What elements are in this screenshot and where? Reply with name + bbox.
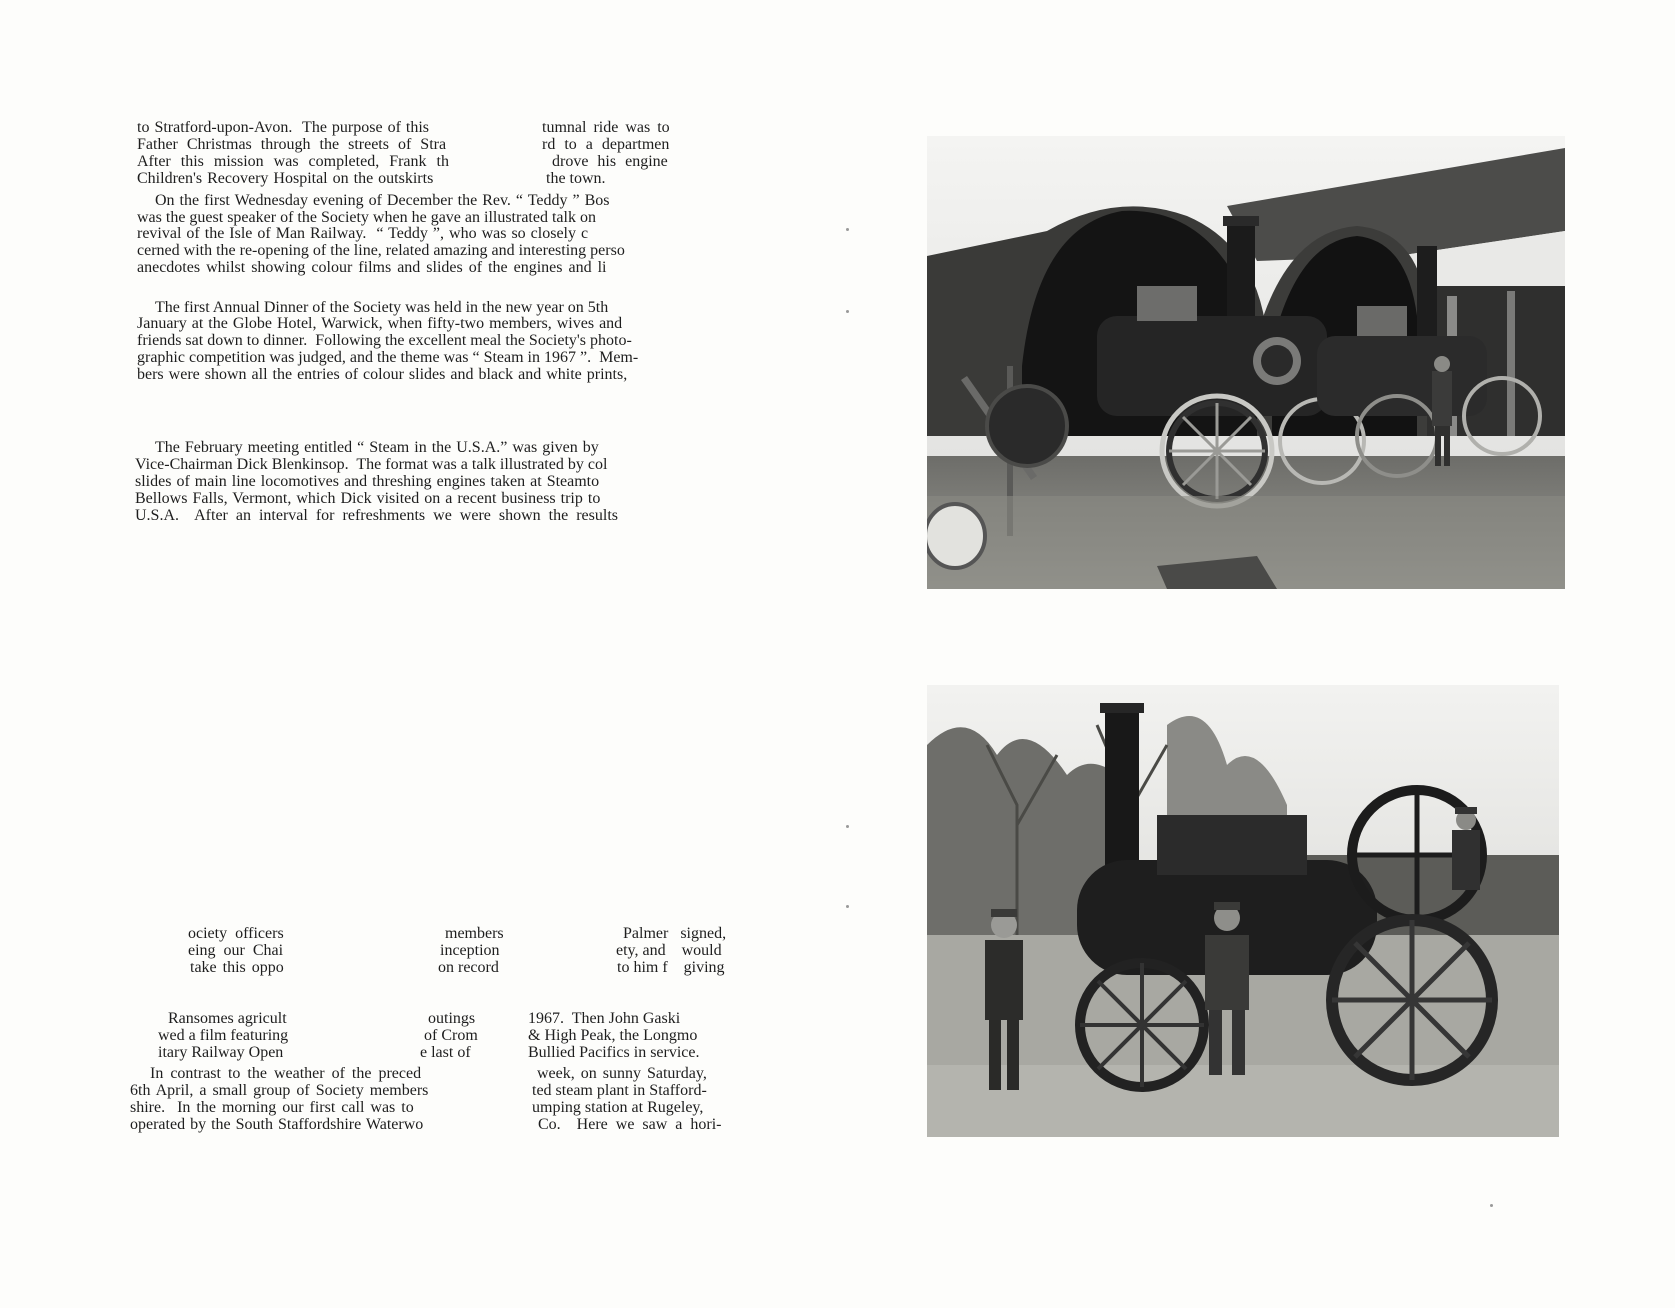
photo-engines-shed <box>927 136 1565 589</box>
text-line: cerned with the re-opening of the line, related amazing and interesting perso <box>137 242 625 259</box>
text-line: Father Christmas through the streets of Stra <box>137 136 447 153</box>
text-line: rd to a departmen <box>542 136 670 153</box>
text-line: Palmer signed, <box>623 925 727 942</box>
text-line: Bellows Falls, Vermont, which Dick visited on a recent business trip to <box>135 490 601 507</box>
text-line: graphic competition was judged, and the theme was “ Steam in 1967 ”. Mem- <box>137 349 639 366</box>
text-line: eing our Chai <box>188 942 284 959</box>
text-line: shire. In the morning our first call was to <box>130 1099 414 1116</box>
text-line: January at the Globe Hotel, Warwick, when fifty-two members, wives and <box>137 315 623 332</box>
text-line: After this mission was completed, Frank th <box>137 153 449 170</box>
text-line: to Stratford-upon-Avon. The purpose of this <box>137 119 430 136</box>
text-line: Vice-Chairman Dick Blenkinsop. The format was a talk illustrated by col <box>135 456 608 473</box>
text-line: 1967. Then John Gaski <box>528 1010 681 1027</box>
text-line: 6th April, a small group of Society members <box>130 1082 429 1099</box>
text-line: friends sat down to dinner. Following the excellent meal the Society's photo- <box>137 332 632 349</box>
text-line: tumnal ride was to <box>542 119 670 136</box>
text-line: e last of <box>420 1044 471 1061</box>
text-line: anecdotes whilst showing colour films and slides of the engines and li <box>137 259 607 276</box>
text-line: ety, and would <box>616 942 722 959</box>
scan-speck <box>846 310 849 313</box>
text-line: inception <box>440 942 500 959</box>
text-line: on record <box>438 959 499 976</box>
text-line: & High Peak, the Longmo <box>528 1027 698 1044</box>
text-line: Co. Here we saw a hori- <box>538 1116 722 1133</box>
text-line: On the first Wednesday evening of December the Rev. “ Teddy ” Bos <box>155 192 610 209</box>
text-line: Children's Recovery Hospital on the outskirts <box>137 170 434 187</box>
text-line: week, on sunny Saturday, <box>537 1065 707 1082</box>
text-line: Ransomes agricult <box>168 1010 287 1027</box>
text-line: the town. <box>546 170 606 187</box>
text-line: ociety officers <box>188 925 284 942</box>
text-line: The first Annual Dinner of the Society was held in the new year on 5th <box>155 299 609 316</box>
text-line: itary Railway Open <box>158 1044 284 1061</box>
text-line: revival of the Isle of Man Railway. “ Teddy ”, who was so closely c <box>137 225 589 242</box>
scan-speck <box>1490 1204 1493 1207</box>
text-line: to him f giving <box>617 959 725 976</box>
text-line: bers were shown all the entries of colour slides and black and white prints, <box>137 366 628 383</box>
text-line: drove his engine <box>552 153 668 170</box>
scan-speck <box>846 228 849 231</box>
photo-portable-engine-men <box>927 685 1559 1137</box>
text-line: slides of main line locomotives and threshing engines taken at Steamto <box>135 473 600 490</box>
text-line: U.S.A. After an interval for refreshments we were shown the results <box>135 507 618 524</box>
text-line: members <box>445 925 504 942</box>
text-line: In contrast to the weather of the preced <box>150 1065 422 1082</box>
text-line: ted steam plant in Stafford- <box>532 1082 707 1099</box>
scan-speck <box>846 825 849 828</box>
text-line: was the guest speaker of the Society when he gave an illustrated talk on <box>137 209 596 226</box>
text-line: outings <box>428 1010 476 1027</box>
scan-speck <box>846 905 849 908</box>
text-line: of Crom <box>424 1027 478 1044</box>
text-line: operated by the South Staffordshire Waterwo <box>130 1116 424 1133</box>
text-line: Bullied Pacifics in service. <box>528 1044 700 1061</box>
text-line: wed a film featuring <box>158 1027 289 1044</box>
text-line: umping station at Rugeley, <box>532 1099 704 1116</box>
text-line: The February meeting entitled “ Steam in the U.S.A.” was given by <box>155 439 599 456</box>
text-line: take this oppo <box>190 959 284 976</box>
